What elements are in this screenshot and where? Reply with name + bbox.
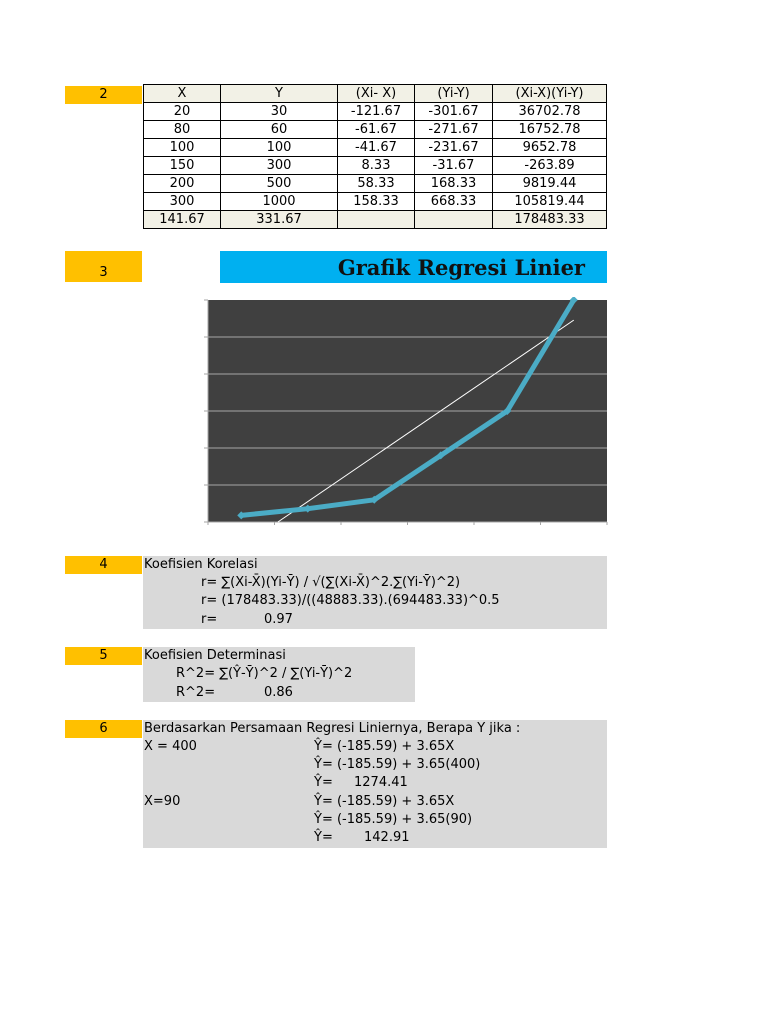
table-row: [144, 139, 607, 157]
chart-title: Grafik Regresi Linier: [220, 251, 607, 283]
determinasi-formula: R^2= ∑(Ŷ-Ȳ)^2 / ∑(Yi-Ȳ)^2: [176, 666, 353, 681]
table-cell: 9652.78: [493, 139, 607, 157]
table-row: [144, 193, 607, 211]
case-x400-result-value: 1274.41: [354, 775, 408, 790]
table-cell: 100: [221, 139, 338, 157]
table-row: [144, 121, 607, 139]
determinasi-result-value: 0.86: [264, 685, 293, 700]
table-cell: 158.33: [338, 193, 415, 211]
table-cell: -121.67: [338, 103, 415, 121]
table-row: [144, 103, 607, 121]
table-cell: -41.67: [338, 139, 415, 157]
case-x90-result-value: 142.91: [364, 830, 410, 845]
case-x400-label: X = 400: [144, 739, 197, 754]
mean-x: 141.67: [144, 211, 221, 229]
table-cell: 30: [221, 103, 338, 121]
header-product: (Xi-X)(Yi-Y): [493, 85, 607, 103]
table-cell: -271.67: [415, 121, 493, 139]
korelasi-result-label: r=: [201, 612, 218, 627]
sum-product: 178483.33: [493, 211, 607, 229]
table-cell: 20: [144, 103, 221, 121]
regression-chart: [200, 297, 608, 525]
table-cell: -31.67: [415, 157, 493, 175]
section-number-4: 4: [65, 556, 142, 574]
section-number-5: 5: [65, 647, 142, 665]
korelasi-formula: r= ∑(Xi-X̄)(Yi-Ȳ) / √(∑(Xi-X̄)^2.∑(Yi-Ȳ)^2): [201, 575, 461, 590]
table-cell: 150: [144, 157, 221, 175]
table-cell: -61.67: [338, 121, 415, 139]
table-cell: -263.89: [493, 157, 607, 175]
determinasi-result-label: R^2=: [176, 685, 216, 700]
case-x400-formula: Ŷ= (-185.59) + 3.65X: [314, 739, 455, 754]
table-cell: 16752.78: [493, 121, 607, 139]
section-number-6: 6: [65, 720, 142, 738]
section-number-2: 2: [65, 86, 142, 104]
table-cell: 300: [144, 193, 221, 211]
table-cell: 200: [144, 175, 221, 193]
case-x400-substitution: Ŷ= (-185.59) + 3.65(400): [314, 757, 481, 772]
table-cell: 8.33: [338, 157, 415, 175]
korelasi-title: Koefisien Korelasi: [144, 557, 258, 572]
case-x90-label: X=90: [144, 794, 181, 809]
table-cell: 105819.44: [493, 193, 607, 211]
korelasi-result-value: 0.97: [264, 612, 293, 627]
table-cell: 60: [221, 121, 338, 139]
section-number-3: 3: [65, 251, 142, 282]
header-x: X: [144, 85, 221, 103]
table-row: [144, 175, 607, 193]
table-cell: 9819.44: [493, 175, 607, 193]
persamaan-title: Berdasarkan Persamaan Regresi Liniernya, Berapa Y jika :: [144, 721, 521, 736]
table-cell: [338, 211, 415, 229]
table-cell: 58.33: [338, 175, 415, 193]
determinasi-title: Koefisien Determinasi: [144, 648, 286, 663]
table-cell: 80: [144, 121, 221, 139]
table-cell: [415, 211, 493, 229]
case-x90-formula: Ŷ= (-185.59) + 3.65X: [314, 794, 455, 809]
table-row: [144, 157, 607, 175]
korelasi-substitution: r= (178483.33)/((48883.33).(694483.33)^0.5: [201, 593, 500, 608]
table-cell: 168.33: [415, 175, 493, 193]
table-cell: 100: [144, 139, 221, 157]
table-footer-row: [144, 211, 607, 229]
case-x400-result-label: Ŷ=: [314, 775, 333, 790]
table-cell: -301.67: [415, 103, 493, 121]
header-y: Y: [221, 85, 338, 103]
header-yi-y: (Yi-Y): [415, 85, 493, 103]
case-x90-substitution: Ŷ= (-185.59) + 3.65(90): [314, 812, 473, 827]
header-xi-x: (Xi- X): [338, 85, 415, 103]
table-cell: 36702.78: [493, 103, 607, 121]
data-table: [143, 84, 607, 229]
table-header-row: [144, 85, 607, 103]
table-cell: 500: [221, 175, 338, 193]
table-cell: 1000: [221, 193, 338, 211]
case-x90-result-label: Ŷ=: [314, 830, 333, 845]
table-cell: -231.67: [415, 139, 493, 157]
table-cell: 668.33: [415, 193, 493, 211]
table-cell: 300: [221, 157, 338, 175]
mean-y: 331.67: [221, 211, 338, 229]
